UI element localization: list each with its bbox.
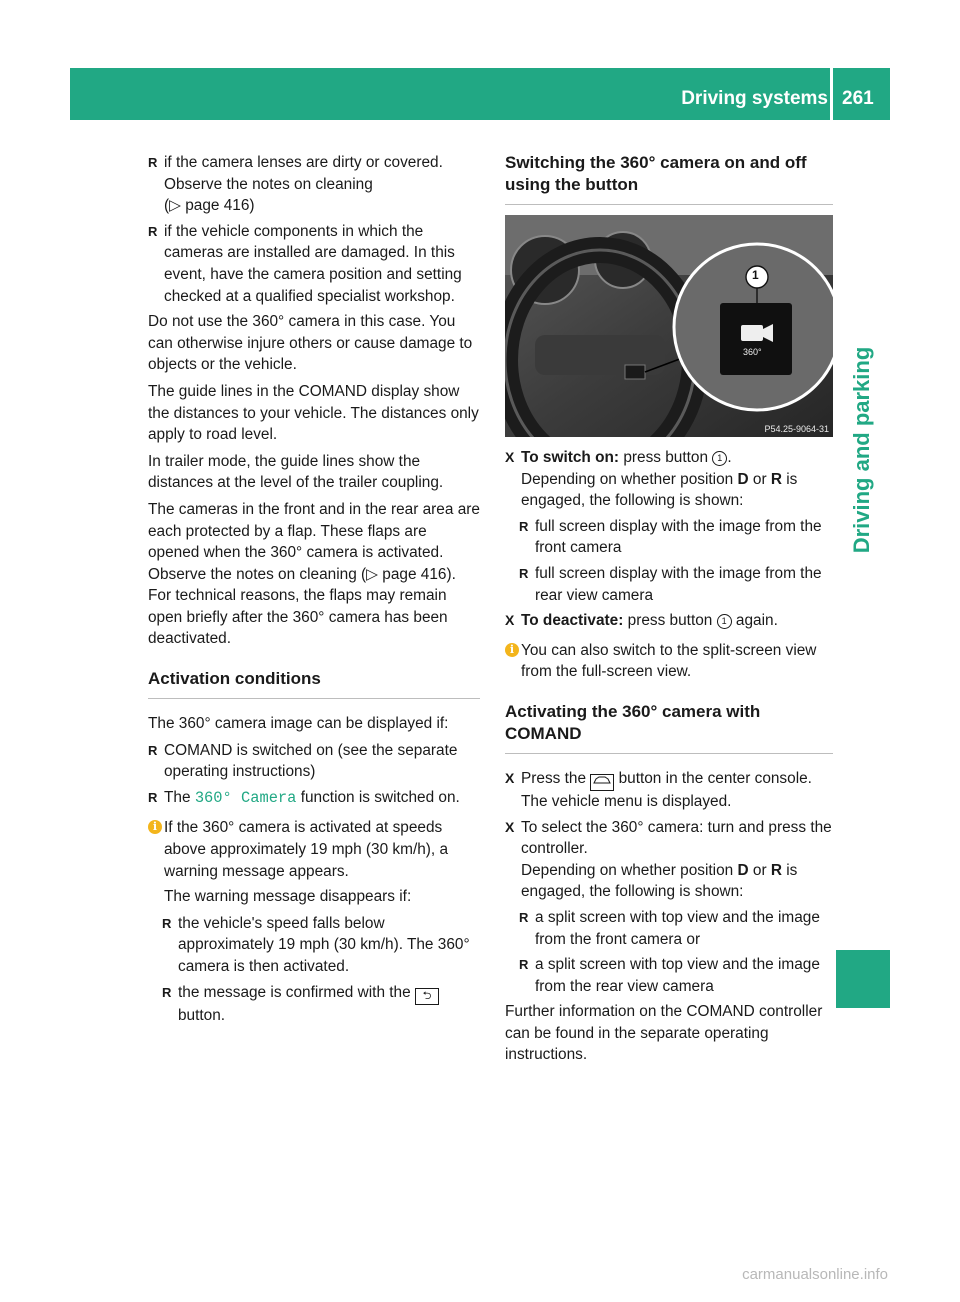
- heading-switching-camera: Switching the 360° camera on and off using the button: [505, 152, 833, 205]
- paragraph: The warning message disappears if:: [164, 888, 412, 906]
- callout-label: 1: [752, 268, 759, 282]
- list-item: R full screen display with the image from the rear view camera: [505, 563, 833, 606]
- list-item: R The 360° Camera function is switched on.: [148, 787, 480, 810]
- callout-1-icon: 1: [712, 451, 727, 466]
- list-item: R if the camera lenses are dirty or covered. Observe the notes on cleaning (▷ page 416): [148, 152, 480, 217]
- back-button-icon: ⮌: [415, 988, 439, 1005]
- info-note: i You can also switch to the split-screen view from the full-screen view.: [505, 640, 833, 683]
- paragraph: The cameras in the front and in the rear area are each protected by a flap. These flaps are opened when the 360° camera is activated. Observe the notes on cleaning (▷ page 416). For technical reasons, the flaps may remain open briefly after the 360° camera has been deactivated.: [148, 500, 480, 648]
- info-icon: i: [505, 643, 519, 657]
- paragraph: Further information on the COMAND controller can be found in the separate operating instructions.: [505, 1003, 823, 1064]
- right-column: [505, 152, 833, 1071]
- list-item: R a split screen with top view and the image from the front camera or: [505, 907, 833, 950]
- chapter-tab-label: Driving and parking: [849, 346, 874, 554]
- heading-comand-activation: Activating the 360° camera with COMAND: [505, 701, 833, 754]
- step: X To select the 360° camera: turn and press the controller. Depending on whether position D or R is engaged, the following is shown:: [505, 817, 833, 903]
- watermark: carmanualsonline.info: [742, 1266, 888, 1283]
- list-item: R a split screen with top view and the image from the rear view camera: [505, 954, 833, 997]
- list-item: R full screen display with the image from the front camera: [505, 516, 833, 559]
- list-item: R the message is confirmed with the ⮌ button.: [148, 982, 480, 1027]
- header-separator: [830, 68, 833, 120]
- info-note: i If the 360° camera is activated at speeds above approximately 19 mph (30 km/h), a warning message appears.: [148, 817, 480, 882]
- step: X To deactivate: press button 1 again.: [505, 610, 833, 632]
- left-column: [148, 152, 480, 1030]
- steering-wheel-illustration: [505, 215, 833, 437]
- info-icon: i: [148, 820, 162, 834]
- car-menu-icon: [590, 774, 614, 791]
- step: X To switch on: press button 1 . Depending on whether position D or R is engaged, the following is shown:: [505, 447, 833, 512]
- list-item: R COMAND is switched on (see the separate operating instructions): [148, 740, 480, 783]
- steering-wheel-figure: [505, 215, 833, 437]
- heading-activation-conditions: Activation conditions: [148, 668, 480, 699]
- camera-button-label: 360°: [743, 347, 762, 357]
- paragraph: In trailer mode, the guide lines show the distances at the level of the trailer coupling.: [148, 452, 444, 492]
- callout-1-icon: 1: [717, 614, 732, 629]
- paragraph: The 360° camera image can be displayed if:: [148, 715, 449, 733]
- step: X Press the button in the center console. The vehicle menu is displayed.: [505, 768, 833, 813]
- list-item: R if the vehicle components in which the cameras are installed are damaged. In this event, have the camera position and setting checked at a qualified specialist workshop.: [148, 221, 480, 307]
- paragraph: The guide lines in the COMAND display show the distances to your vehicle. The distances only apply to road level.: [148, 382, 479, 444]
- paragraph: Do not use the 360° camera in this case. You can otherwise injure others or cause damage to objects or the vehicle.: [148, 313, 473, 374]
- page-number: 261: [842, 88, 874, 109]
- list-item: R the vehicle's speed falls below approximately 19 mph (30 km/h). The 360° camera is then activated.: [148, 913, 480, 978]
- chapter-marker: [836, 950, 890, 1008]
- figure-code: P54.25-9064-31: [764, 424, 829, 434]
- display-term: 360° Camera: [194, 788, 297, 807]
- section-title: Driving systems: [681, 88, 828, 109]
